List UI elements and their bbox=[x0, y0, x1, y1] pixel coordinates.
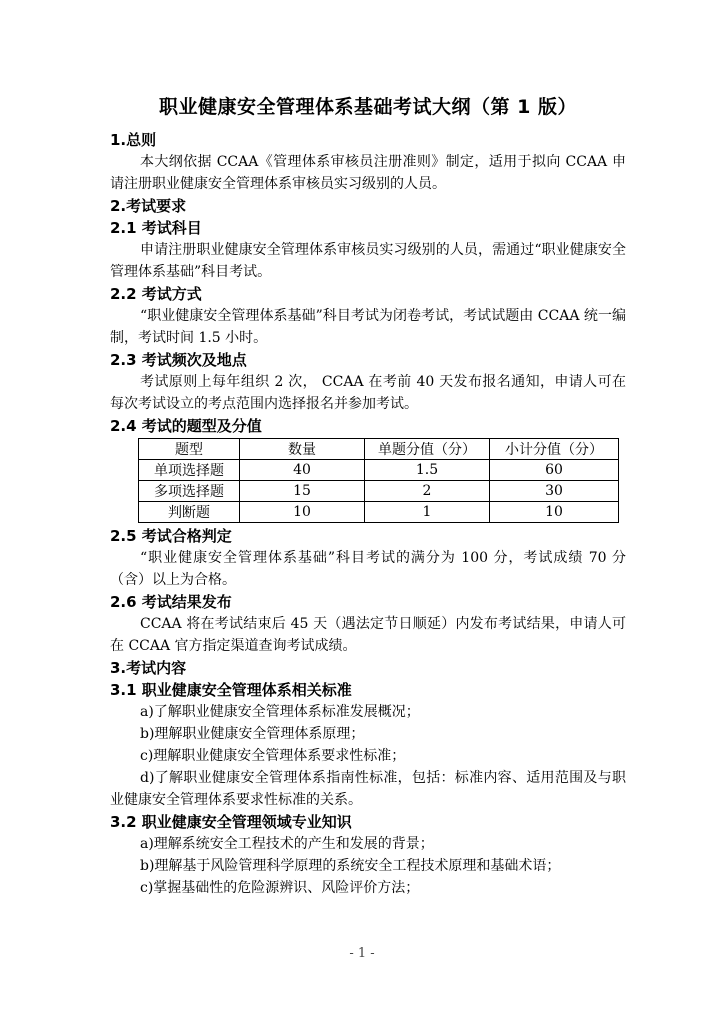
table-header-cell: 数量 bbox=[240, 439, 365, 460]
table-row bbox=[139, 502, 619, 523]
table-cell: 判断题 bbox=[139, 502, 240, 523]
table-cell: 多项选择题 bbox=[139, 481, 240, 502]
table-header-cell: 单题分值（分） bbox=[365, 439, 490, 460]
section-2-6-heading: 2.6 考试结果发布 bbox=[110, 593, 232, 611]
table-header-cell: 题型 bbox=[139, 439, 240, 460]
section-3-heading: 3.考试内容 bbox=[110, 659, 187, 677]
document-title: 职业健康安全管理体系基础考试大纲（第 1 版） bbox=[159, 96, 577, 118]
table-cell: 10 bbox=[490, 502, 619, 523]
table-cell: 10 bbox=[240, 502, 365, 523]
section-2-5-text: “职业健康安全管理体系基础”科目考试的满分为 100 分，考试成绩 70 分（含）以上为合格。 bbox=[110, 550, 626, 588]
table-cell: 1 bbox=[365, 502, 490, 523]
section-1-text: 本大纲依据 CCAA《管理体系审核员注册准则》制定，适用于拟向 CCAA 申请注册职业健康安全管理体系审核员实习级别的人员。 bbox=[110, 154, 626, 192]
section-2-6-text: CCAA 将在考试结束后 45 天（遇法定节日顺延）内发布考试结果，申请人可在 CCAA 官方指定渠道查询考试成绩。 bbox=[110, 616, 626, 654]
table-cell: 单项选择题 bbox=[139, 460, 240, 481]
document-body bbox=[110, 92, 626, 899]
list-item: a)理解系统安全工程技术的产生和发展的背景； bbox=[140, 836, 434, 852]
section-2-1-text: 申请注册职业健康安全管理体系审核员实习级别的人员，需通过“职业健康安全管理体系基础”科目考试。 bbox=[110, 242, 626, 280]
section-2-4-heading: 2.4 考试的题型及分值 bbox=[110, 417, 262, 435]
score-table bbox=[138, 438, 619, 523]
section-2-2-heading: 2.2 考试方式 bbox=[110, 285, 202, 303]
page-number: - 1 - bbox=[349, 946, 375, 961]
table-cell: 30 bbox=[490, 481, 619, 502]
table-cell: 15 bbox=[240, 481, 365, 502]
list-item: d)了解职业健康安全管理体系指南性标准，包括：标准内容、适用范围及与职业健康安全管理体系要求性标准的关系。 bbox=[110, 770, 626, 808]
section-1-heading: 1.总则 bbox=[110, 131, 157, 149]
list-item: a)了解职业健康安全管理体系标准发展概况； bbox=[140, 704, 420, 720]
table-row bbox=[139, 460, 619, 481]
list-item: c)理解职业健康安全管理体系要求性标准； bbox=[140, 748, 406, 764]
table-cell: 2 bbox=[365, 481, 490, 502]
section-3-2-heading: 3.2 职业健康安全管理领域专业知识 bbox=[110, 813, 352, 831]
table-row bbox=[139, 481, 619, 502]
section-2-3-text: 考试原则上每年组织 2 次， CCAA 在考前 40 天发布报名通知，申请人可在每次考试设立的考点范围内选择报名并参加考试。 bbox=[110, 374, 626, 412]
list-item: b)理解职业健康安全管理体系原理； bbox=[140, 726, 365, 742]
section-2-2-text: “职业健康安全管理体系基础”科目考试为闭卷考试，考试试题由 CCAA 统一编制，考试时间 1.5 小时。 bbox=[110, 308, 626, 346]
section-2-5-heading: 2.5 考试合格判定 bbox=[110, 527, 232, 545]
section-2-1-heading: 2.1 考试科目 bbox=[110, 219, 202, 237]
table-cell: 40 bbox=[240, 460, 365, 481]
section-2-3-heading: 2.3 考试频次及地点 bbox=[110, 351, 247, 369]
section-3-1-heading: 3.1 职业健康安全管理体系相关标准 bbox=[110, 681, 352, 699]
table-cell: 60 bbox=[490, 460, 619, 481]
table-cell: 1.5 bbox=[365, 460, 490, 481]
table-header-row bbox=[139, 439, 619, 460]
list-item: c)掌握基础性的危险源辨识、风险评价方法； bbox=[140, 880, 420, 896]
section-2-heading: 2.考试要求 bbox=[110, 197, 187, 215]
table-header-cell: 小计分值（分） bbox=[490, 439, 619, 460]
list-item: b)理解基于风险管理科学原理的系统安全工程技术原理和基础术语； bbox=[140, 858, 561, 874]
